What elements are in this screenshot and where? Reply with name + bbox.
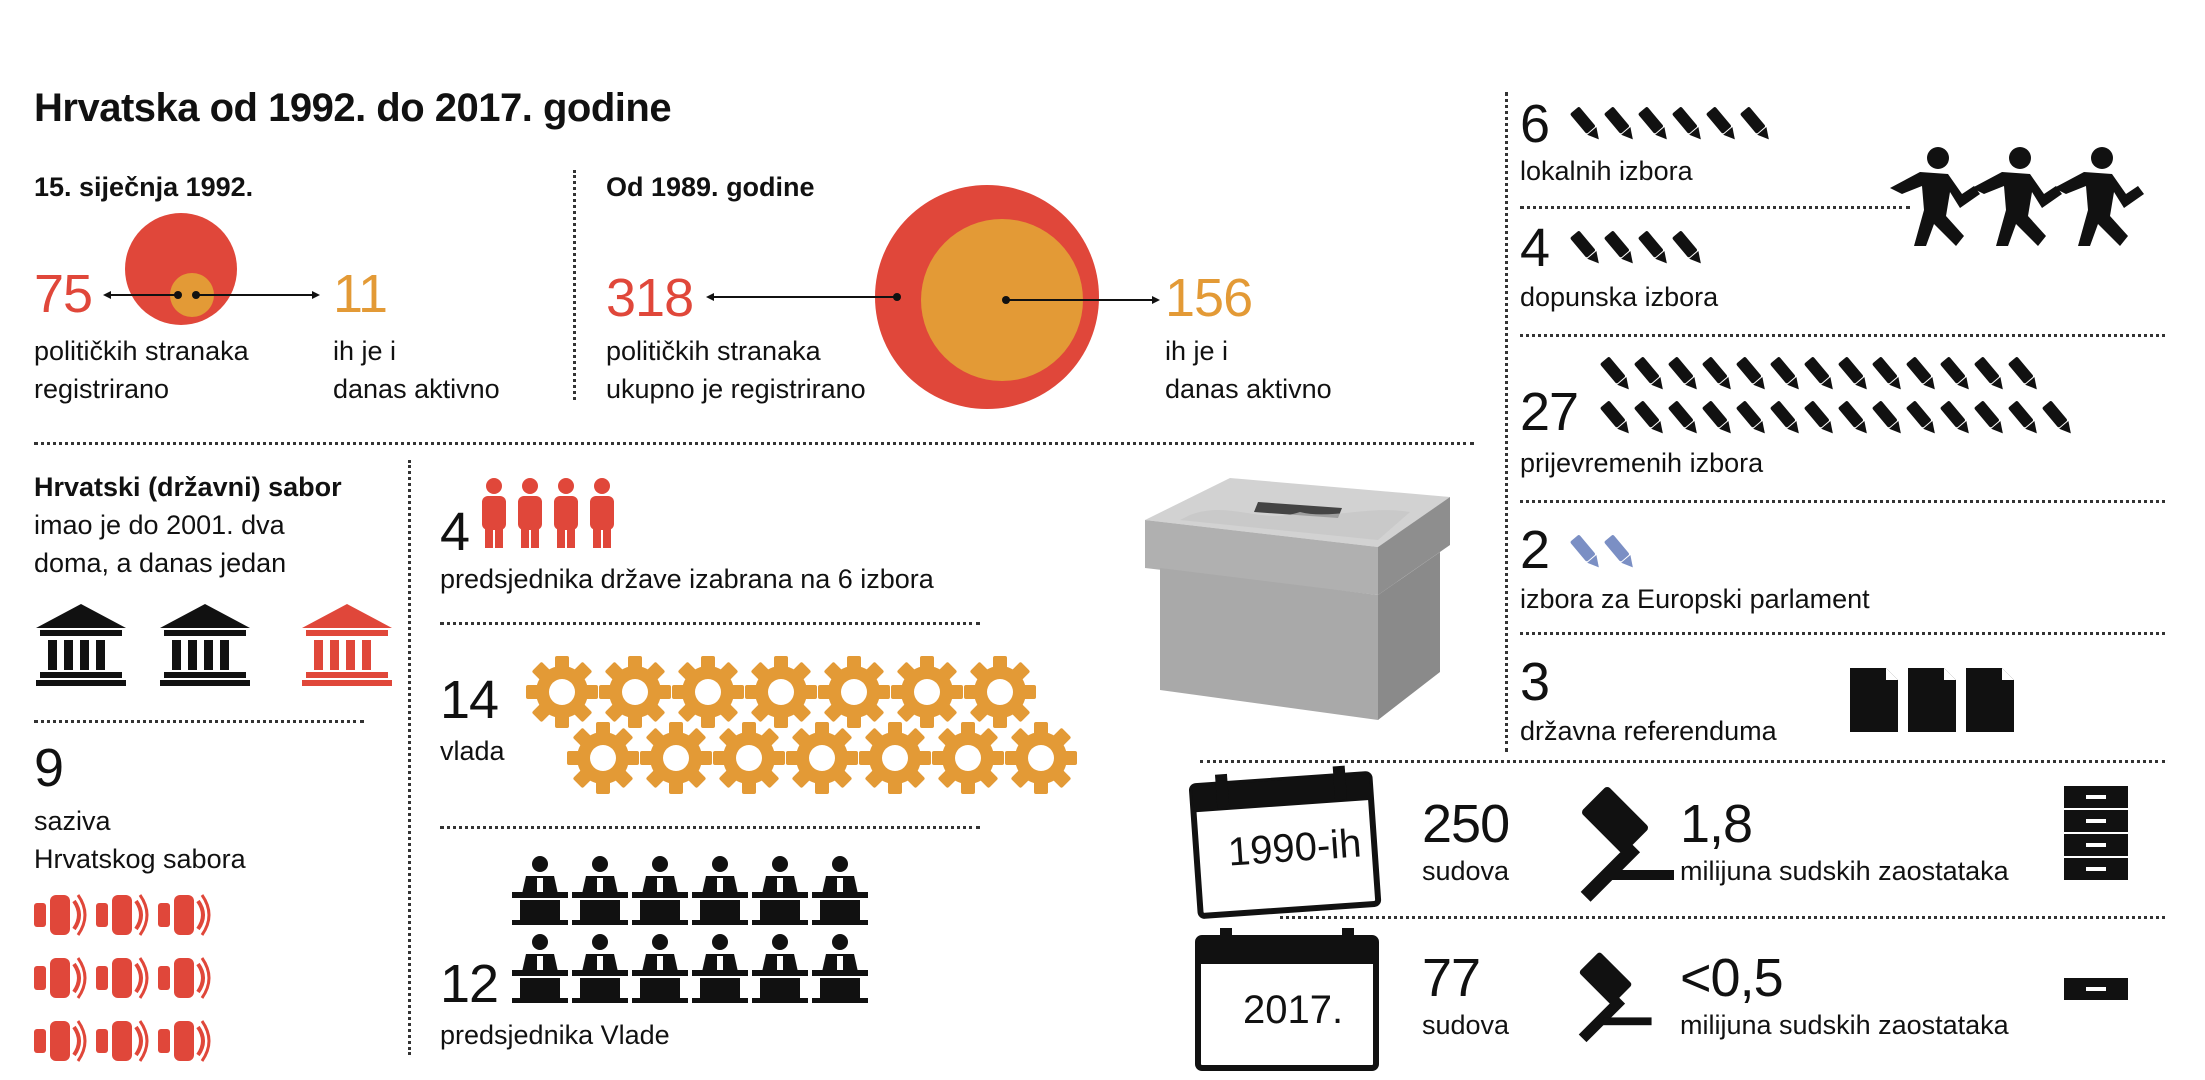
prime-ministers-icons-row-1 [512,856,872,926]
pen-icon [1904,356,1938,392]
election-early-icons-row-1 [1598,356,2040,392]
pen-icon [1836,400,1870,436]
sabor-heading: Hrvatski (državni) sabor [34,472,342,502]
divider [408,460,411,1055]
presidents-value: 4 [440,502,470,562]
parliament-icon-red [302,604,392,686]
divider [1280,916,2165,919]
gear-icon [526,656,598,728]
pen-icon [1734,400,1768,436]
pen-icon [1632,400,1666,436]
divider [573,170,576,400]
pen-icon [2040,400,2074,436]
gear-icon [859,722,931,794]
pen-icon [1938,400,1972,436]
pen-icon [1972,400,2006,436]
person-icon [552,478,580,548]
parties-1992-registered-label-1: političkih stranaka [34,336,249,366]
parliament-icon [160,604,250,686]
election-eu-label: izbora za Europski parlament [1520,584,1870,614]
pen-icon [1870,400,1904,436]
speaker-podium-icon [812,934,868,1004]
speaker-podium-icon [692,934,748,1004]
gavel-sound-icon [34,893,84,937]
speaker-podium-icon [632,856,688,926]
election-local-icons [1568,106,1772,142]
courts-1990s-label: sudova [1422,856,1510,886]
gear-icon [1005,722,1077,794]
pen-icon [1700,400,1734,436]
pen-icon [1768,356,1802,392]
referendum-value: 3 [1520,652,1550,712]
pen-icon [1704,106,1738,142]
backlog-1990s-label: milijuna sudskih zaostataka [1680,856,2009,886]
divider [1520,500,2165,503]
speaker-podium-icon [512,934,568,1004]
election-early-label: prijevremenih izbora [1520,448,1764,478]
pen-icon [1602,534,1636,570]
gavel-sound-icon [96,1019,146,1063]
divider [1520,632,2165,635]
speaker-podium-icon [752,934,808,1004]
saziva-icons [34,893,234,1080]
gear-icon [567,722,639,794]
prime-ministers-value: 12 [440,954,499,1014]
divider [1505,92,1508,752]
parties-1989-heading: Od 1989. godine [606,172,815,202]
gavel-sound-icon [96,956,146,1000]
pen-icon [1636,106,1670,142]
gear-icon [640,722,712,794]
saziva-label-2: Hrvatskog sabora [34,844,246,874]
document-icon [1850,668,1898,732]
saziva-label-1: saziva [34,806,111,836]
pen-icon [1836,356,1870,392]
gear-icon [713,722,785,794]
pen-icon [1738,106,1772,142]
pen-icon [1636,230,1670,266]
divider [1200,760,2165,763]
election-supplementary-icons [1568,230,1704,266]
speaker-podium-icon [632,934,688,1004]
pen-icon [1568,534,1602,570]
pen-icon [1670,106,1704,142]
file-cabinet-icon [0,0,1,1]
person-icon [516,478,544,548]
election-eu-value: 2 [1520,520,1550,580]
pen-icon [1904,400,1938,436]
pen-icon [1666,356,1700,392]
divider [34,720,364,723]
divider [1520,206,1910,209]
pen-icon [1568,106,1602,142]
gavel-sound-icon [34,956,84,1000]
speaker-podium-icon [752,856,808,926]
gear-icon [672,656,744,728]
parties-1989-registered-value: 318 [606,268,694,328]
page-title: Hrvatska od 1992. do 2017. godine [34,86,672,130]
divider [1520,334,2165,337]
gavel-sound-icon [34,1019,84,1063]
election-early-value: 27 [1520,382,1579,442]
speaker-podium-icon [512,856,568,926]
courts-2017-label: sudova [1422,1010,1510,1040]
parties-1992-registered-label-2: registrirano [34,374,170,404]
pen-icon [1802,400,1836,436]
parties-1992-active-value: 11 [333,264,388,324]
parties-1989-active-value: 156 [1165,268,1253,328]
parties-1989-active-label-2: danas aktivno [1165,374,1332,404]
gavel-sound-icon [158,893,208,937]
gear-icon [964,656,1036,728]
sabor-text-2: doma, a danas jedan [34,548,287,578]
pen-icon [1666,400,1700,436]
gear-icon [932,722,1004,794]
pen-icon [1700,356,1734,392]
gear-icon [891,656,963,728]
pen-icon [1938,356,1972,392]
pen-icon [2006,400,2040,436]
referendum-icons [1850,668,2024,732]
pen-icon [1602,230,1636,266]
pen-icon [1602,106,1636,142]
pen-icon [1870,356,1904,392]
person-icon [588,478,616,548]
backlog-1990s-value: 1,8 [1680,794,1753,854]
courts-2017-value: 77 [1422,948,1481,1008]
pen-icon [1802,356,1836,392]
person-icon [480,478,508,548]
gear-icon [599,656,671,728]
gear-icon [745,656,817,728]
election-local-label: lokalnih izbora [1520,156,1693,186]
parties-1989-registered-label-2: ukupno je registrirano [606,374,866,404]
sabor-house-icons [36,604,426,686]
court-year-1990s: 1990-ih [1226,821,1363,875]
gear-icon [786,722,858,794]
pen-icon [1768,400,1802,436]
parties-1992-active-label-1: ih je i [333,336,397,366]
election-early-icons-row-2 [1598,400,2074,436]
divider [440,826,980,829]
divider [440,622,980,625]
pen-icon [1670,230,1704,266]
gavel-sound-icon [158,956,208,1000]
pen-icon [1972,356,2006,392]
election-local-value: 6 [1520,94,1550,154]
governments-label: vlada [440,736,505,766]
pen-icon [1632,356,1666,392]
governments-icons-row-1 [526,656,1037,728]
pen-icon [2006,356,2040,392]
speaker-podium-icon [692,856,748,926]
presidents-label: predsjednika države izabrana na 6 izbora [440,564,934,594]
prime-ministers-icons-row-2 [512,934,872,1004]
document-icon [1966,668,2014,732]
speaker-podium-icon [572,934,628,1004]
backlog-2017-value: <0,5 [1680,948,1783,1008]
court-year-2017: 2017. [1243,988,1344,1032]
pen-icon [1598,356,1632,392]
speaker-podium-icon [812,856,868,926]
parties-1992-heading: 15. siječnja 1992. [34,172,254,202]
governments-value: 14 [440,670,499,730]
election-supplementary-label: dopunska izbora [1520,282,1719,312]
saziva-value: 9 [34,738,64,798]
pen-icon [1598,400,1632,436]
prime-ministers-label: predsjednika Vlade [440,1020,670,1050]
presidents-icons [480,478,624,548]
pen-icon [1568,230,1602,266]
document-icon [1908,668,1956,732]
parliament-icon [36,604,126,686]
courts-1990s-value: 250 [1422,794,1510,854]
parties-1989-active-label-1: ih je i [1165,336,1229,366]
parties-1992-registered-value: 75 [34,264,93,324]
backlog-2017-label: milijuna sudskih zaostataka [1680,1010,2009,1040]
gavel-sound-icon [158,1019,208,1063]
parties-1989-registered-label-1: političkih stranaka [606,336,821,366]
speaker-podium-icon [572,856,628,926]
election-eu-icons [1568,534,1636,570]
referendum-label: državna referenduma [1520,716,1777,746]
sabor-text-1: imao je do 2001. dva [34,510,285,540]
divider [34,442,1474,445]
parties-1992-active-label-2: danas aktivno [333,374,500,404]
gavel-sound-icon [96,893,146,937]
gear-icon [818,656,890,728]
pen-icon [1734,356,1768,392]
election-supplementary-value: 4 [1520,218,1550,278]
governments-icons-row-2 [567,722,1078,794]
